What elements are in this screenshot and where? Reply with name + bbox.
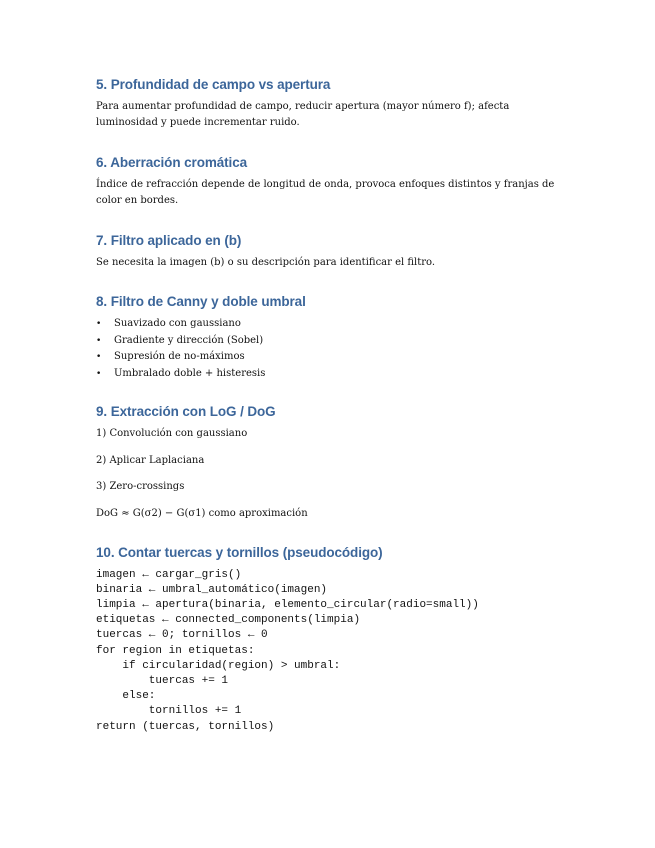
code-block (96, 568, 561, 735)
code-line: binaria ← umbral_automático(imagen) (96, 583, 328, 596)
list-item-text: Suavizado con gaussiano (114, 318, 241, 329)
code-line: limpia ← apertura(binaria, elemento_circular(radio=small)) (96, 598, 479, 611)
list-item (96, 349, 561, 366)
bullet-icon: • (96, 335, 102, 346)
section-depth-of-field (96, 76, 561, 131)
list-item (96, 366, 561, 383)
code-line: imagen ← cargar_gris() (96, 568, 242, 581)
section-paragraph-line: Para aumentar profundidad de campo, reducir apertura (mayor número f); afecta (96, 101, 510, 112)
list-item-text: Umbralado doble + histeresis (114, 367, 266, 379)
section-log-dog (96, 403, 561, 522)
list-item (96, 333, 561, 350)
section-canny-filter (96, 293, 561, 382)
bullet-list (96, 316, 561, 382)
section-chromatic-aberration (96, 154, 561, 209)
section-heading: 5. Profundidad de campo vs apertura (96, 77, 331, 92)
code-line: etiquetas ← connected_components(limpia) (96, 614, 361, 627)
section-paragraph-line: Se necesita la imagen (b) o su descripción para identificar el filtro. (96, 257, 436, 268)
section-paragraph-line: luminosidad y puede incrementar ruido. (96, 117, 300, 128)
step-line: DoG ≈ G(σ2) − G(σ1) como aproximación (96, 507, 308, 519)
section-heading: 9. Extracción con LoG / DoG (96, 404, 276, 419)
code-line: for region in etiquetas: (96, 644, 255, 657)
section-pseudocode (96, 544, 561, 735)
section-paragraph-line: color en bordes. (96, 195, 179, 206)
section-heading: 6. Aberración cromática (96, 155, 248, 170)
code-line: tornillos += 1 (96, 705, 242, 718)
code-line: else: (96, 690, 156, 703)
section-paragraph-line: Índice de refracción depende de longitud de onda, provoca enfoques distintos y franjas de (96, 179, 555, 190)
list-item-text: Supresión de no-máximos (114, 351, 245, 362)
code-line: tuercas += 1 (96, 674, 229, 687)
bullet-icon: • (96, 352, 102, 362)
document-content (96, 76, 561, 756)
section-heading: 8. Filtro de Canny y doble umbral (96, 294, 306, 309)
section-heading: 10. Contar tuercas y tornillos (pseudocódigo) (96, 544, 383, 560)
step-line: 1) Convolución con gaussiano (96, 428, 248, 439)
code-line: return (tuercas, tornillos) (96, 720, 275, 733)
bullet-icon: • (96, 319, 102, 329)
bullet-icon: • (96, 368, 102, 379)
code-line: tuercas ← 0; tornillos ← 0 (96, 629, 268, 642)
section-filter-b (96, 232, 561, 271)
section-heading: 7. Filtro aplicado en (b) (96, 233, 242, 248)
step-line: 3) Zero-crossings (96, 481, 185, 492)
step-line: 2) Aplicar Laplaciana (96, 454, 205, 466)
list-item-text: Gradiente y dirección (Sobel) (114, 334, 264, 346)
code-line: if circularidad(region) > umbral: (96, 659, 341, 672)
list-item (96, 316, 561, 333)
